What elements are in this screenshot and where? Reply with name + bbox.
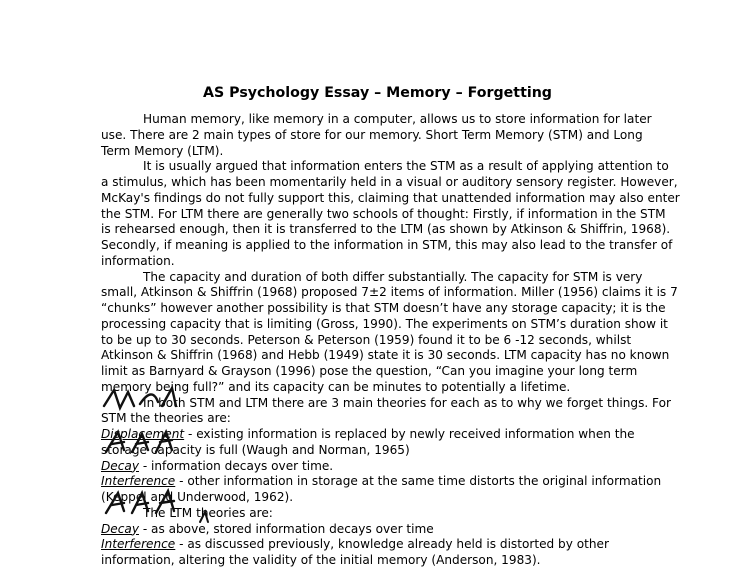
line-text: It is usually argued that information enters the STM as a result of applying attention to xyxy=(143,159,669,174)
line-text: “chunks” however another possibility is that STM doesn’t have any storage capacity; it is the xyxy=(101,301,666,315)
essay-line xyxy=(101,270,683,286)
essay-line xyxy=(101,238,683,254)
essay-line xyxy=(101,128,683,144)
handwritten-mark-2 xyxy=(102,428,212,456)
line-text: Term Memory (LTM). xyxy=(101,143,224,158)
essay-line xyxy=(101,301,683,317)
line-text: - as discussed previously, knowledge already held is distorted by other xyxy=(175,537,609,552)
essay-line xyxy=(101,222,683,238)
line-text: small, Atkinson & Shiffrin (1968) proposed 7±2 items of information. Miller (1956) claims it is 7 xyxy=(101,285,678,300)
line-text: - existing information is replaced by newly received information when the xyxy=(184,427,635,441)
essay-line xyxy=(101,537,683,553)
theory-term: Decay xyxy=(101,521,139,536)
line-text: The capacity and duration of both differ substantially. The capacity for STM is very xyxy=(143,269,643,284)
essay-line xyxy=(101,333,683,349)
line-text: Secondly, if meaning is applied to the information in STM, this may also lead to the transfer of xyxy=(101,238,673,252)
essay-line xyxy=(101,254,683,270)
line-text: processing capacity that is limiting (Gross, 1990). The experiments on STM’s duration show it xyxy=(101,316,668,331)
line-text: use. There are 2 main types of store for our memory. Short Term Memory (STM) and Long xyxy=(101,127,643,142)
handwritten-mark-1 xyxy=(100,384,230,414)
theory-term: Interference xyxy=(101,474,176,489)
essay-line xyxy=(101,207,683,223)
essay-line xyxy=(101,522,683,538)
theory-term: Decay xyxy=(101,458,139,473)
essay-title: AS Psychology Essay – Memory – Forgetting xyxy=(203,85,552,101)
line-text: limit as Barnyard & Grayson (1996) pose the question, “Can you imagine your long term xyxy=(101,364,638,378)
line-text: information. xyxy=(101,253,175,268)
line-text: - other information in storage at the same time distorts the original information xyxy=(175,474,662,489)
essay-line xyxy=(101,285,683,301)
line-text: McKay's findings do not fully support this, claiming that unattended information may also enter xyxy=(101,190,680,205)
essay-line xyxy=(101,459,683,475)
line-text: is rehearsed enough, then it is transferred to the LTM (as shown by Atkinson & Shiffrin, 1968). xyxy=(101,222,671,237)
line-text: the STM. For LTM there are generally two schools of thought: Firstly, if information in the STM xyxy=(101,206,666,221)
line-text: (Keppel and Underwood, 1962). xyxy=(101,490,294,504)
line-text: - information decays over time. xyxy=(138,458,334,473)
essay-line xyxy=(101,348,683,364)
line-text: Human memory, like memory in a computer, allows us to store information for later xyxy=(143,112,652,126)
essay-line xyxy=(101,317,683,333)
essay-line xyxy=(101,159,683,175)
line-text: STM the theories are: xyxy=(101,411,231,426)
line-text: The LTM theories are: xyxy=(143,505,273,520)
essay-line xyxy=(101,364,683,380)
theory-term: Interference xyxy=(101,537,176,552)
essay-line xyxy=(101,191,683,207)
essay-line xyxy=(101,144,683,160)
line-text: a stimulus, which has been momentarily held in a visual or auditory sensory register. However, xyxy=(101,175,678,189)
line-text: - as above, stored information decays over time xyxy=(138,521,434,536)
line-text: information, altering the validity of the initial memory (Anderson, 1983). xyxy=(101,553,541,567)
line-text: storage capacity is full (Waugh and Norman, 1965) xyxy=(101,442,410,457)
line-text: to be up to 30 seconds. Peterson & Peterson (1959) found it to be 6 -12 seconds, whilst xyxy=(101,332,632,347)
line-text: Atkinson & Shiffrin (1968) and Hebb (1949) state it is 30 seconds. LTM capacity has no known xyxy=(101,348,670,363)
theory-term: Displacement xyxy=(101,427,185,441)
line-text: memory being full?” and its capacity can be minutes to potentially a lifetime. xyxy=(101,379,571,394)
essay-line xyxy=(101,175,683,191)
handwritten-mark-4 xyxy=(196,510,216,524)
essay-line xyxy=(101,112,683,128)
line-text: In both STM and LTM there are 3 main theories for each as to why we forget things. For xyxy=(143,395,671,410)
essay-line xyxy=(101,553,683,569)
